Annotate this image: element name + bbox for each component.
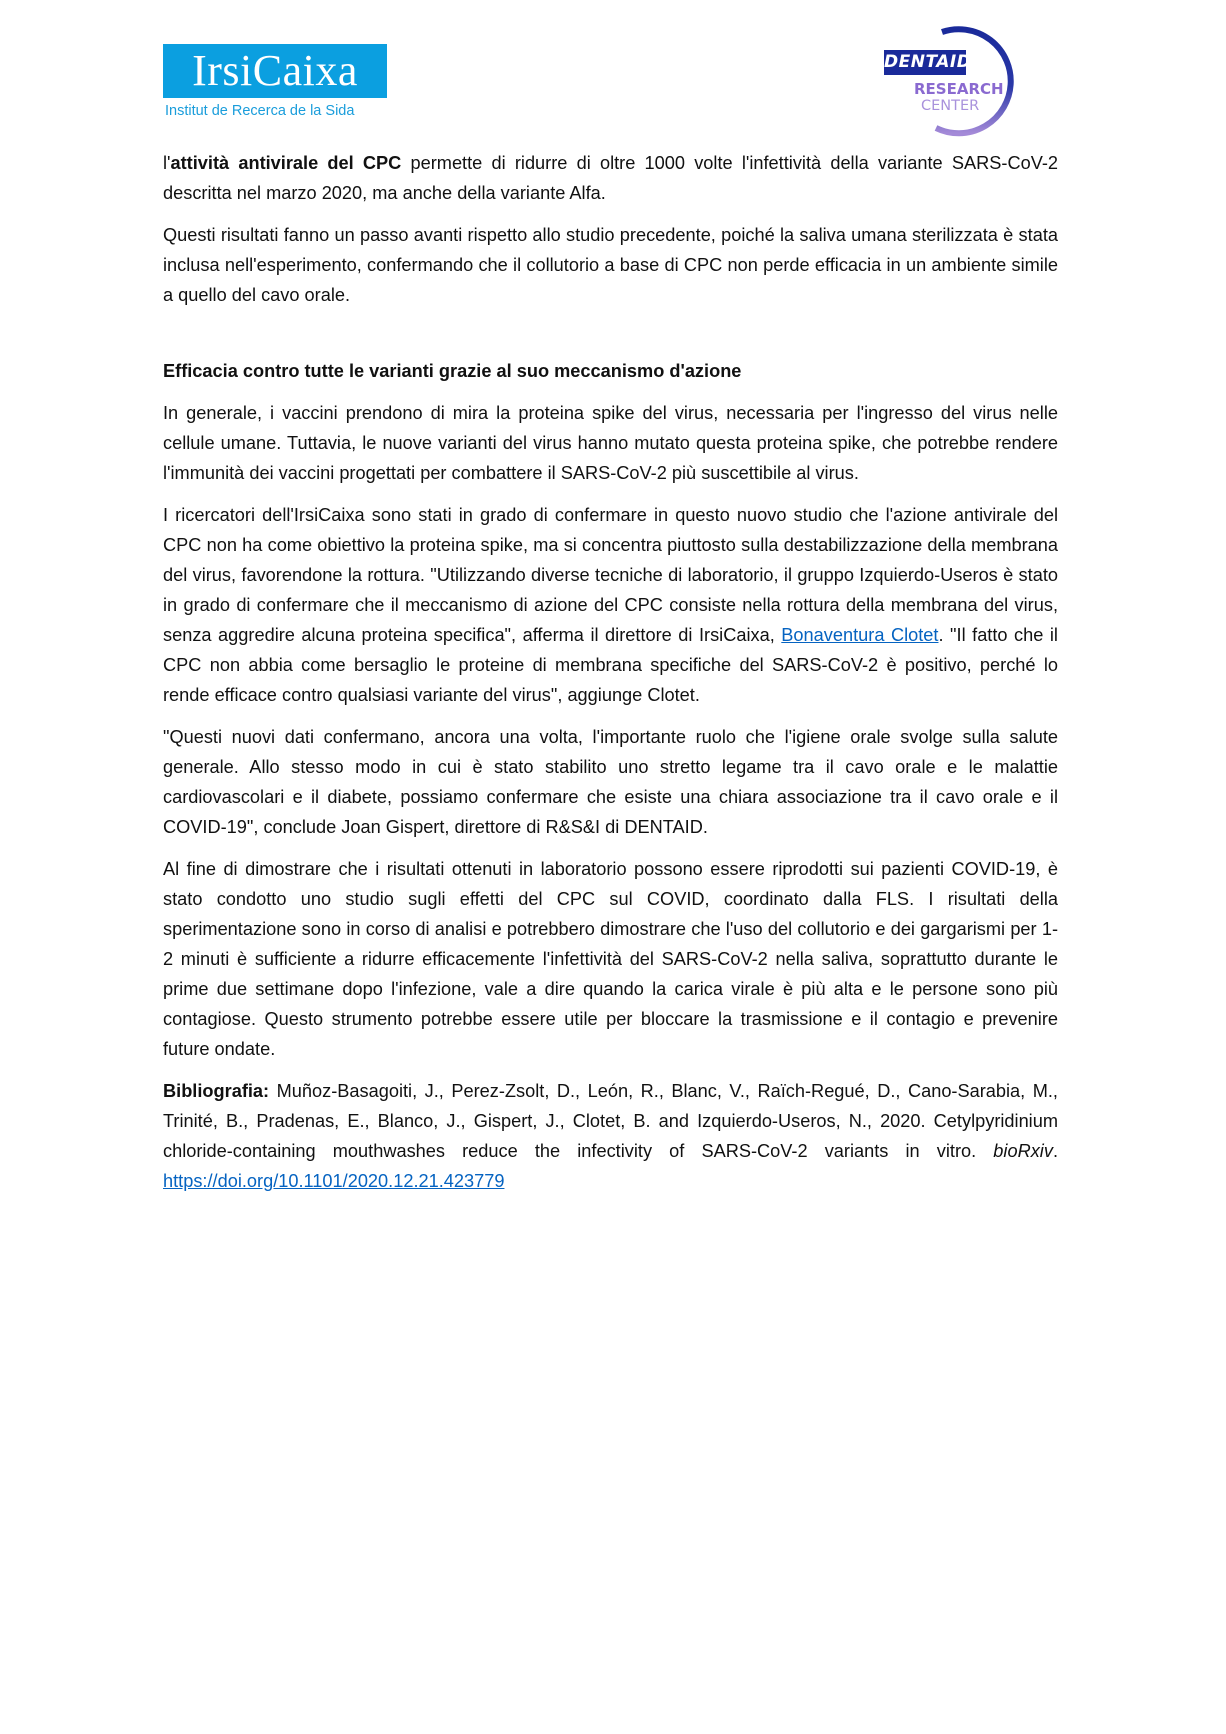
bibliography-label: Bibliografia: bbox=[163, 1081, 270, 1101]
irsicaixa-logo-wordmark: IrsiCaixa bbox=[163, 44, 387, 98]
paragraph-antiviral-activity bbox=[163, 148, 1058, 208]
text: l' bbox=[163, 153, 171, 173]
doi-link[interactable]: https://doi.org/10.1101/2020.12.21.423779 bbox=[163, 1171, 505, 1191]
paragraph-quote-gispert: "Questi nuovi dati confermano, ancora una volta, l'importante ruolo che l'igiene orale svolge sulla salute generale. Allo stesso modo in cui è stato stabilito uno stretto legame tra il cavo orale e le malattie cardiovascolari e il diabete, possiamo confermare che esiste una chiara associazione tra il cavo orale e il COVID-19", conclude Joan Gispert, direttore di R&S&I di DENTAID. bbox=[163, 727, 1058, 837]
paragraph-results: Questi risultati fanno un passo avanti rispetto allo studio precedente, poiché la saliva umana sterilizzata è stata inclusa nell'esperimento, confermando che il collutorio a base di CPC non perde efficacia in un ambiente simile a quello del cavo orale. bbox=[163, 225, 1058, 305]
paragraph-clinical-study: Al fine di dimostrare che i risultati ottenuti in laboratorio possono essere riprodotti sui pazienti COVID-19, è stato condotto uno studio sugli effetti del CPC sul COVID, coordinato dalla FLS. I risultati della sperimentazione sono in corso di analisi e potrebbero dimostrare che l'uso del collutorio e dei gargarismi per 1-2 minuti è sufficiente a ridurre efficacemente l'infettività del SARS-CoV-2 nella saliva, soprattutto durante le prime due settimane dopo l'infezione, vale a dire quando la carica virale è più alta e le persone sono più contagiose. Questo strumento potrebbe essere utile per bloccare la trasmissione e il contagio e prevenire future ondate. bbox=[163, 859, 1058, 1059]
section-heading: Efficacia contro tutte le varianti grazie al suo meccanismo d'azione bbox=[163, 361, 742, 381]
dentaid-center-label: CENTER bbox=[921, 98, 980, 114]
bibliography bbox=[163, 1076, 1058, 1196]
bonaventura-clotet-link[interactable]: Bonaventura Clotet bbox=[781, 625, 939, 645]
text: . "Il fatto che il CPC non abbia come bersaglio le proteine di membrana specifiche del SARS-CoV-2 è positivo, perché lo rende efficace contro qualsiasi variante del virus", aggiunge Clotet. bbox=[163, 625, 1058, 705]
article-body bbox=[163, 148, 1058, 1208]
irsicaixa-logo-subtitle: Institut de Recerca de la Sida bbox=[165, 103, 355, 119]
bold-phrase: attività antivirale del CPC bbox=[170, 153, 402, 173]
paragraph-vaccines: In generale, i vaccini prendono di mira la proteina spike del virus, necessaria per l'ingresso del virus nelle cellule umane. Tuttavia, le nuove varianti del virus hanno mutato questa proteina spike, che potrebbe rendere l'immunità dei vaccini progettati per combattere il SARS-CoV-2 più suscettibile al virus. bbox=[163, 403, 1058, 483]
journal-name: bioRxiv bbox=[993, 1141, 1053, 1161]
dentaid-brand: DENTAID bbox=[884, 50, 966, 75]
text: permette di ridurre di oltre 1000 volte l'infettività della variante SARS-CoV-2 descritta nel marzo 2020, ma anche della variante Alfa. bbox=[163, 153, 1058, 203]
irsicaixa-logo bbox=[163, 44, 387, 119]
dentaid-research-center-logo bbox=[884, 24, 1044, 139]
text: I ricercatori dell'IrsiCaixa sono stati in grado di confermare in questo nuovo studio che l'azione antivirale del CPC non ha come obiettivo la proteina spike, ma si concentra piuttosto sulla destabilizzazione della membrana del virus, favorendone la rottura. "Utilizzando diverse tecniche di laboratorio, il gruppo Izquierdo-Useros è stato in grado di confermare che il meccanismo di azione del CPC consiste nella rottura della membrana del virus, senza aggredire alcuna proteina specifica", afferma il direttore di IrsiCaixa, bbox=[163, 505, 1058, 645]
paragraph-researchers bbox=[163, 500, 1058, 710]
bibliography-text: Muñoz-Basagoiti, J., Perez-Zsolt, D., León, R., Blanc, V., Raïch-Regué, D., Cano-Sarabia, M., Trinité, B., Pradenas, E., Blanco, J., Gispert, J., Clotet, B. and Izquierdo-Useros, N., 2020. Cetylpyridinium chloride-containing mouthwashes reduce the infectivity of SARS-CoV-2 variants in vitro. bbox=[163, 1081, 1058, 1161]
dentaid-research-label: RESEARCH bbox=[914, 80, 1004, 98]
page-header bbox=[0, 0, 1226, 150]
text: . bbox=[1052, 1141, 1058, 1161]
